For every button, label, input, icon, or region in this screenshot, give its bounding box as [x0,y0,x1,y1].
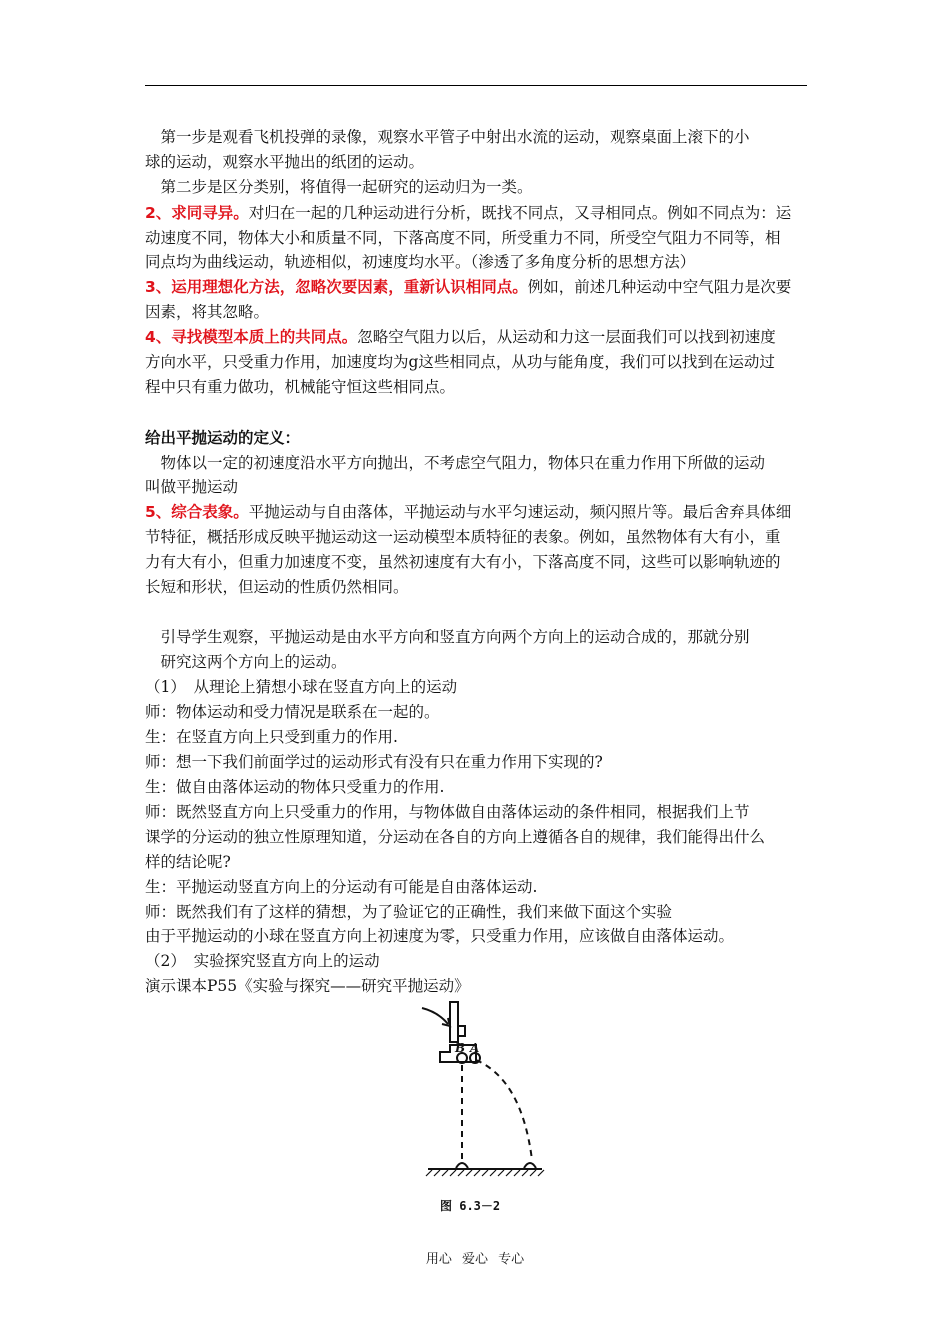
paragraph-line: 生：做自由落体运动的物体只受重力的作用. [145,778,445,796]
landing-mark-a [524,1163,536,1168]
paragraph-line: 4、寻找模型本质上的共同点。忽略空气阻力以后，从运动和力这一层面我们可以找到初速度 [145,328,776,346]
paragraph-line: 程中只有重力做功，机械能守恒这些相同点。 [145,378,456,396]
apparatus-diagram [422,1002,542,1169]
label-b: B [455,1041,466,1055]
striker-bar [450,1002,458,1042]
paragraph-line: 引导学生观察，平抛运动是由水平方向和竖直方向两个方向上的运动合成的，那就分别 [145,628,750,646]
red-heading: 5、综合表象。 [145,503,249,521]
paragraph-line: 师：物体运动和受力情况是联系在一起的。 [145,703,440,721]
figure-caption: 图 6.3－2 [440,1199,501,1213]
paragraph-line: （2） 实验探究竖直方向上的运动 [145,952,380,970]
label-a: A [470,1041,480,1055]
paragraph-line: 球的运动，观察水平抛出的纸团的运动。 [145,153,425,171]
paragraph-line: 由于平抛运动的小球在竖直方向上初速度为零，只受重力作用，应该做自由落体运动。 [145,927,735,945]
paragraph-line: 师：既然我们有了这样的猜想，为了验证它的正确性，我们来做下面这个实验 [145,903,673,921]
paragraph-line: 演示课本P55《实验与探究——研究平抛运动》 [145,977,470,995]
red-heading: 3、运用理想化方法，忽略次要因素，重新认识相同点。 [145,278,528,296]
paragraph-line: 方向水平，只受重力作用，加速度均为g这些相同点，从功与能角度，我们可以找到在运动过 [145,353,775,371]
header-rule [145,85,807,86]
paragraph-line: 生：在竖直方向上只受到重力的作用. [145,728,398,746]
paragraph-line: 生：平抛运动竖直方向上的分运动有可能是自由落体运动. [145,878,538,896]
paragraph-line: （1） 从理论上猜想小球在竖直方向上的运动 [145,678,458,696]
landing-mark-b [456,1163,468,1168]
paragraph-line: 师：想一下我们前面学过的运动形式有没有只在重力作用下实现的? [145,753,603,771]
paragraph-line: 第二步是区分类别，将值得一起研究的运动归为一类。 [145,178,533,196]
ground-hatching [426,1170,544,1176]
paragraph-line: 5、综合表象。平抛运动与自由落体，平抛运动与水平匀速运动，频闪照片等。最后舍弃具体细 [145,503,792,521]
paragraph-line: 动速度不同，物体大小和质量不同，下落高度不同，所受重力不同，所受空气阻力不同等，相 [145,229,781,247]
arrow-icon [422,1008,448,1024]
striker-block [458,1026,465,1036]
section-heading: 给出平抛运动的定义： [145,429,301,447]
experiment-figure [410,990,560,1215]
paragraph-line: 师：既然竖直方向上只受重力的作用，与物体做自由落体运动的条件相同，根据我们上节 [145,803,750,821]
paragraph-line: 物体以一定的初速度沿水平方向抛出，不考虑空气阻力，物体只在重力作用下所做的运动 [145,454,766,472]
paragraph-line: 节特征，概括形成反映平抛运动这一运动模型本质特征的表象。例如，虽然物体有大有小，重 [145,528,781,546]
paragraph-line: 研究这两个方向上的运动。 [145,653,347,671]
page-footer: 用心 爱心 专心 [425,1252,525,1267]
red-heading: 2、求同寻异。 [145,204,249,222]
paragraph-line: 同点均为曲线运动，轨迹相似，初速度均水平。（渗透了多角度分析的思想方法） [145,253,696,271]
parabolic-path [476,1060,532,1160]
paragraph-line: 叫做平抛运动 [145,478,239,496]
paragraph-line: 长短和形状，但运动的性质仍然相同。 [145,578,409,596]
paragraph-line: 力有大有小，但重力加速度不变，虽然初速度有大有小，下落高度不同，这些可以影响轨迹的 [145,553,781,571]
paragraph-line: 3、运用理想化方法，忽略次要因素，重新认识相同点。例如，前述几种运动中空气阻力是次要 [145,278,792,296]
paragraph-line: 第一步是观看飞机投弹的录像，观察水平管子中射出水流的运动，观察桌面上滚下的小 [145,128,750,146]
paragraph-line: 课学的分运动的独立性原理知道，分运动在各自的方向上遵循各自的规律，我们能得出什么 [145,828,766,846]
paragraph-line: 因素，将其忽略。 [145,303,270,321]
red-heading: 4、寻找模型本质上的共同点。 [145,328,358,346]
paragraph-line: 样的结论呢? [145,853,231,871]
paragraph-line: 2、求同寻异。对归在一起的几种运动进行分析，既找不同点，又寻相同点。例如不同点为：运 [145,204,792,222]
